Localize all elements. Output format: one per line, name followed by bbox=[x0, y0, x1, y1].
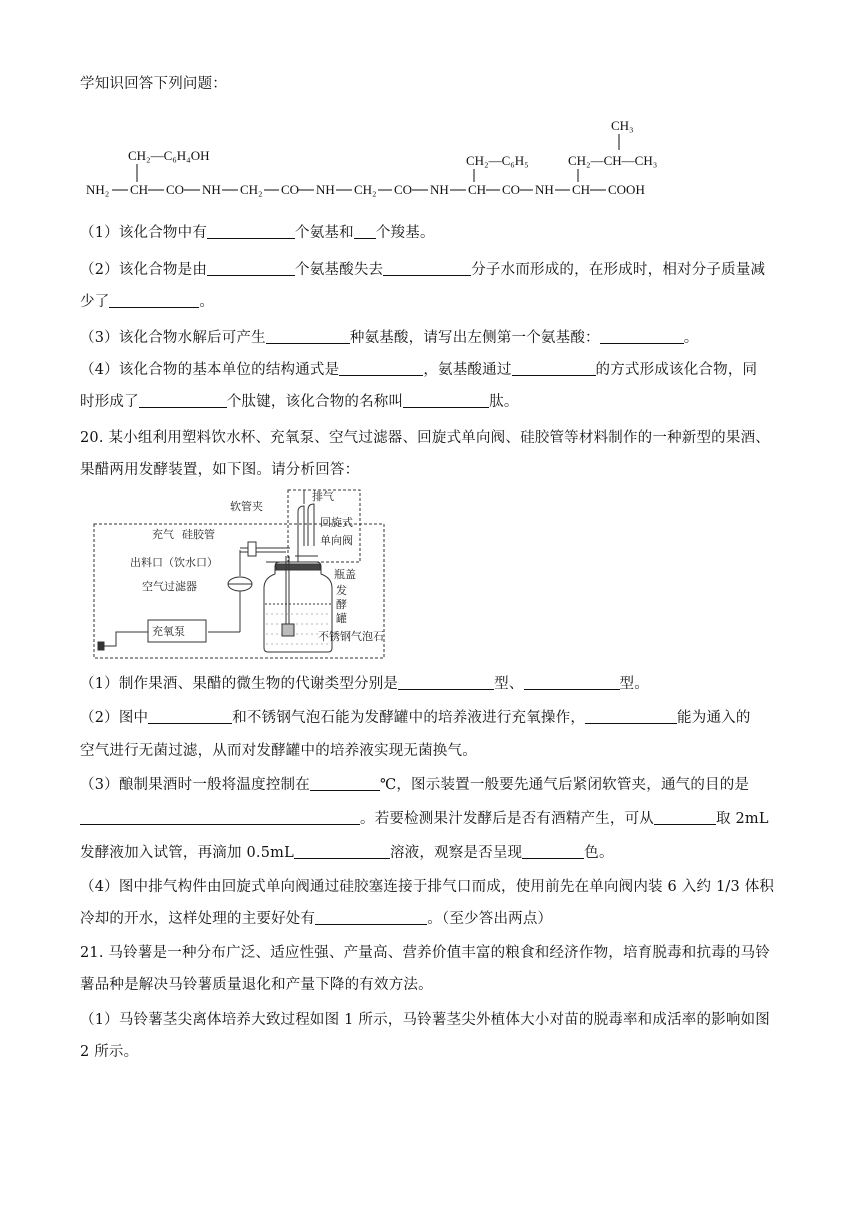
formula-nh-3: NH bbox=[430, 182, 449, 197]
q19-answer-blank-2[interactable] bbox=[354, 224, 376, 239]
q20-answer-blank-8[interactable] bbox=[294, 844, 390, 859]
formula-nh-2: NH bbox=[316, 182, 335, 197]
intro-text: 学知识回答下列问题： bbox=[80, 76, 227, 92]
q19-answer-blank-5[interactable] bbox=[109, 293, 199, 308]
label-ferment-1: 发 bbox=[336, 585, 347, 597]
formula-side-chain-3-top: CH₃ bbox=[611, 118, 634, 133]
q19-answer-blank-3[interactable] bbox=[207, 261, 295, 276]
formula-side-chain-2: CH₂—C₆H₅ bbox=[466, 153, 529, 168]
label-air-filter: 空气过滤器 bbox=[142, 581, 197, 593]
formula-co-1: CO bbox=[166, 182, 185, 197]
air-stone bbox=[282, 624, 294, 636]
label-inflate: 充气 bbox=[152, 529, 174, 541]
label-check-valve-1: 回旋式 bbox=[320, 517, 353, 529]
q19-answer-blank-4[interactable] bbox=[383, 261, 471, 276]
q20-answer-blank-6[interactable] bbox=[80, 810, 360, 825]
check-valve bbox=[298, 504, 314, 562]
q21-part-1-cont: 2 所示。 bbox=[80, 1044, 139, 1060]
formula-co-3: CO bbox=[394, 182, 413, 197]
formula-nh-4: NH bbox=[535, 182, 554, 197]
q20-answer-blank-7[interactable] bbox=[654, 810, 716, 825]
q20-part-4-cont: 冷却的开水，这样处理的主要好处有 。（至少答出两点） bbox=[80, 911, 553, 927]
q21-part-1: （1）马铃薯茎尖离体培养大致过程如图 1 所示，马铃薯茎尖外植体大小对苗的脱毒率和成活率的影响如图 bbox=[80, 1012, 770, 1028]
bottle-cap bbox=[276, 564, 320, 570]
q19-part-3: （3）该化合物水解后可产生 种氨基酸，请写出左侧第一个氨基酸： 。 bbox=[80, 330, 699, 346]
formula-ch-2: CH bbox=[468, 182, 487, 197]
formula-ch2-2: CH₂ bbox=[354, 182, 377, 197]
label-hose-clamp: 软管夹 bbox=[230, 501, 263, 513]
formula-side-chain-3: CH₂—CH—CH₃ bbox=[568, 153, 658, 168]
power-cord bbox=[104, 632, 148, 646]
label-silicone-tube: 硅胶管 bbox=[182, 529, 215, 541]
q19-part-1: （1）该化合物中有 个氨基和 个羧基。 bbox=[80, 225, 435, 241]
label-pump: 充氧泵 bbox=[152, 626, 185, 638]
formula-co-2: CO bbox=[281, 182, 300, 197]
q20-part-2: （2）图中 和不锈钢气泡石能为发酵罐中的培养液进行充氧操作， 能为通入的 bbox=[80, 710, 751, 726]
formula-ch-1: CH bbox=[130, 182, 149, 197]
q20-answer-blank-9[interactable] bbox=[522, 844, 584, 859]
formula-nh2: NH₂ bbox=[86, 182, 110, 197]
label-ferment-2: 酵 bbox=[336, 599, 347, 611]
formula-ch2-1: CH₂ bbox=[240, 182, 263, 197]
label-outlet: 出料口（饮水口） bbox=[130, 557, 218, 569]
hose-clamp-shape bbox=[248, 542, 256, 556]
q19-answer-blank-1[interactable] bbox=[207, 224, 295, 239]
q19-answer-blank-10[interactable] bbox=[139, 393, 227, 408]
formula-side-chain-1: CH₂—C₆H₄OH bbox=[128, 148, 210, 163]
q19-part-2-cont: 少了 。 bbox=[80, 294, 215, 310]
q20-part-3-cont: 。若要检测果汁发酵后是否有酒精产生，可从 取 2mL bbox=[80, 807, 769, 828]
q19-part-4: （4）该化合物的基本单位的结构通式是 ，氨基酸通过 的方式形成该化合物，同 bbox=[80, 362, 758, 378]
label-cap: 瓶盖 bbox=[334, 569, 356, 581]
q20-answer-blank-10[interactable] bbox=[315, 910, 427, 925]
peptide-structure-formula bbox=[0, 110, 860, 230]
q20-answer-blank-3[interactable] bbox=[148, 709, 232, 724]
formula-co-4: CO bbox=[502, 182, 521, 197]
q20-part-1: （1）制作果酒、果醋的微生物的代谢类型分别是 型、 型。 bbox=[80, 676, 649, 692]
q20-part-4: （4）图中排气构件由回旋式单向阀通过硅胶塞连接于排气口而成，使用前先在单向阀内装 6 入约 1/3 体积 bbox=[80, 879, 775, 895]
q19-part-2: （2）该化合物是由 个氨基酸失去 分子水而形成的，在形成时，相对分子质量减 bbox=[80, 262, 766, 278]
formula-cooh: COOH bbox=[608, 182, 645, 197]
formula-ch-3: CH bbox=[572, 182, 591, 197]
q21-stem-1: 21. 马铃薯是一种分布广泛、适应性强、产量高、营养价值丰富的粮食和经济作物，培育脱毒和抗毒的马铃 bbox=[80, 945, 770, 961]
formula-nh-1: NH bbox=[202, 182, 221, 197]
q19-answer-blank-11[interactable] bbox=[403, 393, 489, 408]
q20-part-3-cont-2: 发酵液加入试管，再滴加 0.5mL 溶液，观察是否呈现 色。 bbox=[80, 845, 614, 861]
q19-part-4-cont: 时形成了 个肽键，该化合物的名称叫 肽。 bbox=[80, 394, 519, 410]
q20-stem-1: 20. 某小组利用塑料饮水杯、充氧泵、空气过滤器、回旋式单向阀、硅胶管等材料制作的一种新型的果酒、 bbox=[80, 430, 770, 446]
q20-answer-blank-5[interactable] bbox=[310, 776, 380, 791]
q20-answer-blank-4[interactable] bbox=[585, 709, 677, 724]
q21-stem-2: 薯品种是解决马铃薯质量退化和产量下降的有效方法。 bbox=[80, 977, 433, 993]
q19-answer-blank-9[interactable] bbox=[512, 361, 596, 376]
q20-part-3: （3）酿制果酒时一般将温度控制在 ℃，图示装置一般要先通气后紧闭软管夹，通气的目的是 bbox=[80, 777, 750, 793]
fermentation-apparatus-diagram bbox=[90, 486, 390, 666]
label-check-valve-2: 单向阀 bbox=[320, 535, 353, 547]
q20-stem-2: 果醋两用发酵装置，如下图。请分析回答： bbox=[80, 462, 360, 478]
label-ferment-3: 罐 bbox=[336, 613, 347, 625]
q20-part-2-cont: 空气进行无菌过滤，从而对发酵罐中的培养液实现无菌换气。 bbox=[80, 743, 477, 759]
label-air-stone: 不锈钢气泡石 bbox=[318, 631, 384, 643]
label-exhaust: 排气 bbox=[312, 491, 334, 503]
q20-answer-blank-2[interactable] bbox=[524, 675, 620, 690]
q20-answer-blank-1[interactable] bbox=[398, 675, 494, 690]
q19-answer-blank-8[interactable] bbox=[339, 361, 423, 376]
q19-answer-blank-6[interactable] bbox=[266, 329, 350, 344]
q19-answer-blank-7[interactable] bbox=[600, 329, 684, 344]
